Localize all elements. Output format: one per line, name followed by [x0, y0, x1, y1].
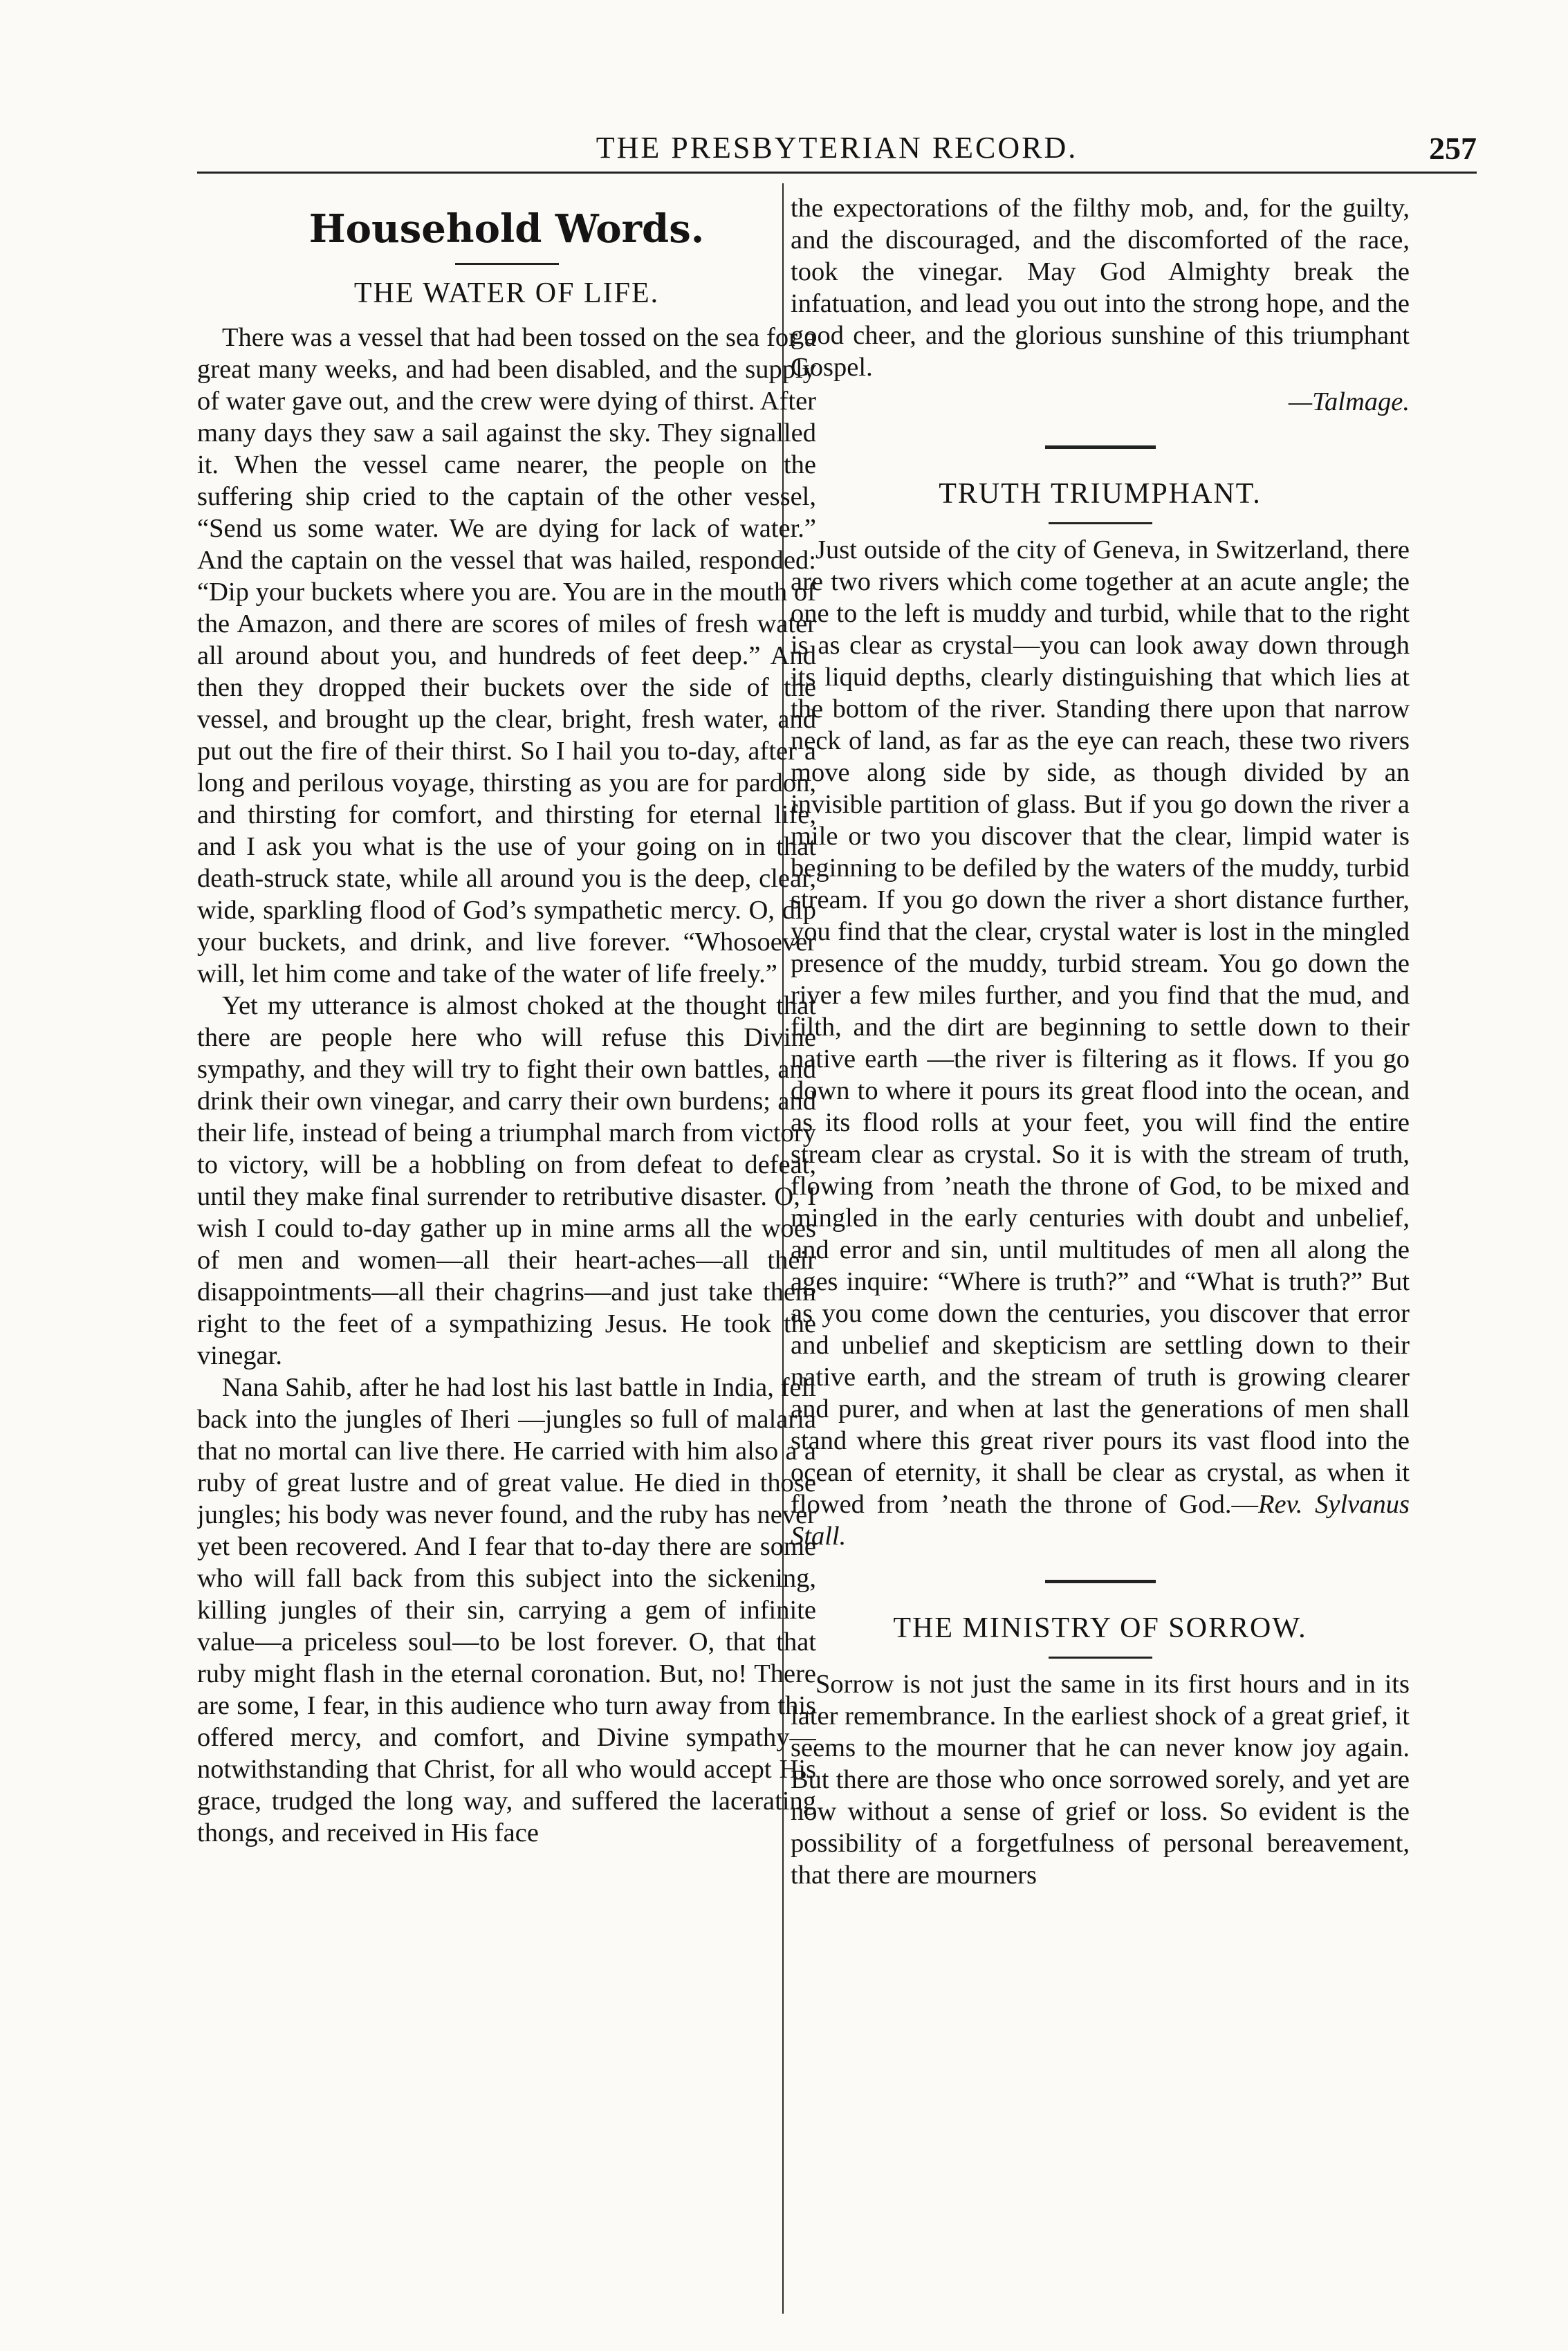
article-paragraph: Yet my utterance is almost choked at the thought that there are people here who will refuse this Divine sympathy, and they will try to fight their own battles, and drink their own vinegar, and carry their own burdens; and their life, instead of being a triumphal march from victory to victory, will be a hobbling on from defeat to defeat, until they make final surrender to retributive disaster. O, I wish I could to-day gather up in mine arms all the woes of men and women—all their heart-aches—all their disappointments—all their chagrins—and just take them right to the feet of a sympathizing Jesus. He took the vinegar.	[197, 991, 816, 1370]
page-number: 257	[1429, 131, 1477, 166]
running-title: THE PRESBYTERIAN RECORD.	[596, 131, 1078, 165]
article-title-water-of-life: THE WATER OF LIFE.	[353, 277, 660, 309]
section-heading: Household Words.	[308, 206, 705, 252]
left-column	[197, 192, 816, 2309]
article-paragraph: There was a vessel that had been tossed on the sea for a great many weeks, and had been disabled, and the supply of water gave out, and the crew were dying of thirst. After many days they saw a sail against the sky. They signalled it. When the vessel came nearer, the people on the suffering ship cried to the captain of the other vessel, “Send us some water. We are dying for lack of water.” And the captain on the vessel that was hailed, responded: “Dip your buckets where you are. You are in the mouth of the Amazon, and there are scores of miles of fresh water all around about you, and hundreds of feet deep.” And then they dropped their buckets over the side of the vessel, and brought up the clear, bright, fresh water, and put out the fire of their thirst. So I hail you to-day, after a long and perilous voyage, thirsting as you are for pardon, and thirsting for comfort, and thirsting for eternal life, and I ask you what is the use of your going on in that death-struck state, while all around you is the deep, clear, wide, sparkling flood of God’s sympathetic mercy. O, dip your buckets, and drink, and live forever. “Whosoever will, let him come and take of the water of life freely.”	[197, 323, 816, 988]
attribution-stall: Rev. Sylvanus Stall.	[791, 1490, 1410, 1551]
article-title-ministry-of-sorrow: THE MINISTRY OF SORROW.	[893, 1612, 1307, 1644]
article-paragraph: Sorrow is not just the same in its first hours and in its later remembrance. In the earliest shock of a great grief, it seems to the mourner that he can never know joy again. But there are those who once sorrowed sorely, and yet are now without a sense of grief or loss. So evident is the possibility of a forgetfulness of personal bereavement, that there are mourners	[791, 1670, 1410, 1890]
section-separator	[1045, 445, 1156, 449]
page-header	[197, 130, 1477, 174]
article-continuation: the expectorations of the filthy mob, and, for the guilty, and the discouraged, and the discomforted of the race, took the vinegar. May God Almighty break the infatuation, and lead you out into the strong hope, and the good cheer, and the glorious sunshine of this triumphant Gospel.	[791, 194, 1410, 382]
attribution-talmage: —Talmage.	[1288, 387, 1410, 416]
paragraph-text: Just outside of the city of Geneva, in Switzerland, there are two rivers which come together at an acute angle; the one to the left is muddy and turbid, while that to the right is as clear as crystal—you can look away down through its liquid depths, clearly distinguishing that which lies at the bottom of the river. Standing there upon that narrow neck of land, as far as the eye can reach, these two rivers move along side by side, as though divided by an invisible partition of glass. But if you go down the river a mile or two you discover that the clear, limpid water is beginning to be defiled by the waters of the muddy, turbid stream. If you go down the river a short distance further, you find that the clear, crystal water is lost in the mingled presence of the muddy, turbid stream. You go down the river a few miles further, and you find that the mud, and filth, and the dirt are beginning to settle down to their native earth —the river is filtering as it flows. If you go down to where it pours its great flood into the ocean, and as its flood rolls at your feet, you will find the entire stream clear as crystal. So it is with the stream of truth, flowing from ’neath the throne of God, to be mixed and mingled in the early centuries with doubt and unbelief, and error and sin, until multitudes of men all along the ages inquire: “Where is truth?” and “What is truth?” But as you come down the centuries, you discover that error and unbelief and skepticism are settling down to their native earth, and the stream of truth is growing clearer and purer, and when at last the generations of men shall stand where this great river pours its vast flood into the ocean of eternity, it shall be clear as crystal, as when it flowed from ’neath the throne of God.—	[791, 535, 1410, 1519]
heading-rule	[455, 263, 559, 265]
title-rule	[1049, 1657, 1152, 1659]
section-separator	[1045, 1580, 1156, 1583]
article-title-truth-triumphant: TRUTH TRIUMPHANT.	[939, 478, 1262, 510]
article-paragraph	[791, 534, 1410, 1552]
right-column	[791, 192, 1410, 2309]
article-paragraph: Nana Sahib, after he had lost his last battle in India, fell back into the jungles of Iheri —jungles so full of malaria that no mortal can live there. He carried with him also a a ruby of great lustre and of great value. He died in those jungles; his body was never found, and the ruby has never yet been recovered. And I fear that to-day there are some who will fall back from this subject into the sickening, killing jungles of their sin, carrying a gem of infinite value—a priceless soul—to be lost forever. O, that that ruby might flash in the eternal coronation. But, no! There are some, I fear, in this audience who turn away from this offered mercy, and comfort, and Divine sympathy—notwithstanding that Christ, for all who would accept His grace, trudged the long way, and suffered the lacerating thongs, and received in His face	[197, 1373, 816, 1847]
title-rule	[1049, 522, 1152, 524]
